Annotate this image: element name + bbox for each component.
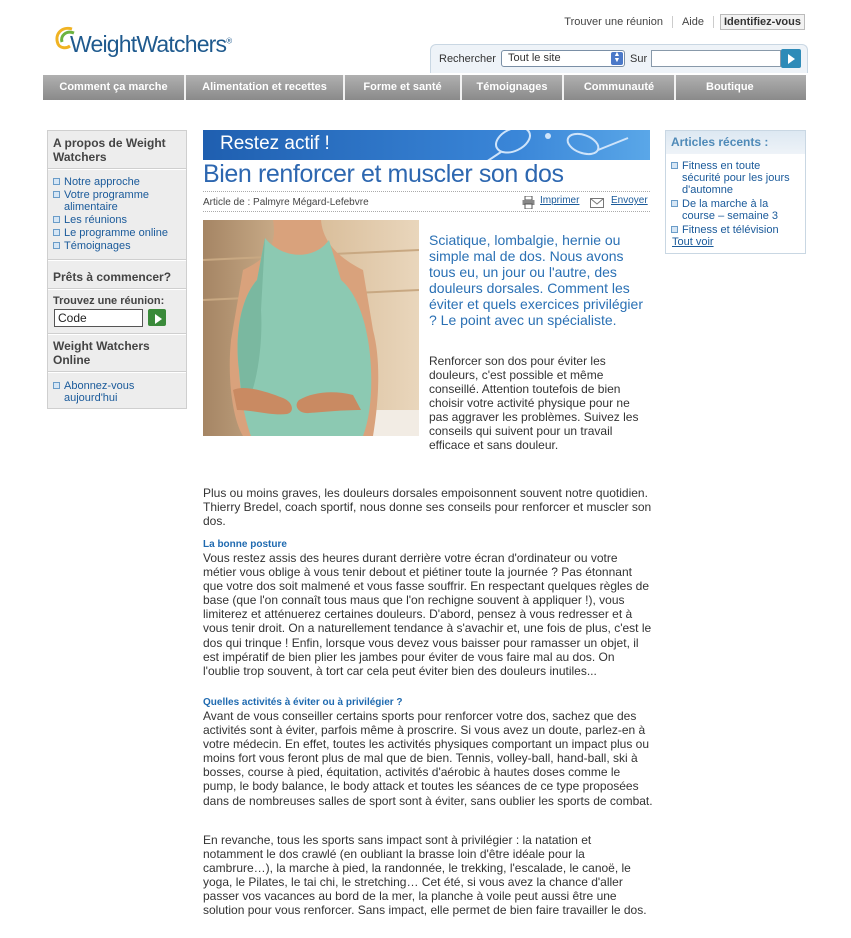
sidebar-item-abonnez-vous[interactable]: Abonnez-vous aujourd'hui <box>52 380 182 404</box>
login-button[interactable]: Identifiez-vous <box>720 14 805 30</box>
divider <box>48 168 186 170</box>
section-banner <box>203 130 650 160</box>
article-byline: Article de : Palmyre Mégard-Lefebvre <box>203 197 369 208</box>
divider <box>48 288 186 290</box>
nav-comment-ca-marche[interactable]: Comment ça marche <box>43 75 186 100</box>
recent-articles-list <box>671 160 801 238</box>
recent-article-link[interactable]: Fitness en toute sécurité pour les jours d'automne <box>671 160 801 196</box>
search-scope-select[interactable] <box>501 50 625 67</box>
recent-article-link[interactable]: De la marche à la course – semaine 3 <box>671 198 801 222</box>
utility-links <box>555 14 805 30</box>
divider <box>203 211 650 212</box>
subheading-posture: La bonne posture <box>203 539 287 550</box>
print-link[interactable]: Imprimer <box>540 195 580 206</box>
article-photo <box>203 220 419 436</box>
envelope-icon[interactable] <box>590 198 604 208</box>
article-title: Bien renforcer et muscler son dos <box>203 160 564 188</box>
racket-illustration-icon <box>453 130 650 160</box>
divider <box>713 16 714 28</box>
sidebar-item-online[interactable]: Le programme online <box>52 227 182 239</box>
select-arrows-icon: ▲ ▼ <box>611 52 623 65</box>
sidebar-item-reunions[interactable]: Les réunions <box>52 214 182 226</box>
divider <box>48 259 186 261</box>
logo-trademark: ® <box>226 36 232 46</box>
search-scope-value: Tout le site <box>508 52 561 64</box>
recent-article-link[interactable]: Fitness et télévision <box>671 224 801 236</box>
print-icon[interactable] <box>522 196 535 209</box>
nav-forme-sante[interactable]: Forme et santé <box>345 75 462 100</box>
article-paragraph: En revanche, tous les sports sans impact sont à privilégier : la natation et notamment le dos crawlé (en oubliant la brasse loin d'être idéale pour la cambrure…), la marche à pied, la randonnée, le trekking, l'escalade, le canoë, le yoga, le Pilates, le tai chi, le stretching… Cet été, si vous avez la chance d'aller passer vos vacances au bord de la mer, la planche à voile peut aussi être une solution pour vous renforcer. Sans impact, elle permet de bien faire travailler le dos. <box>203 833 647 918</box>
woman-back-pain-image <box>203 220 419 436</box>
article-lede: Renforcer son dos pour éviter les douleurs, c'est possible et même conseillé. Attention toutefois de bien choisir votre activité physique pour ne pas aggraver les problèmes. Suivez les conseils qui suivent pour un travail efficace et sans douleur. <box>429 354 639 452</box>
see-all-link[interactable]: Tout voir <box>672 236 714 248</box>
article-paragraph: Avant de vous conseiller certains sports pour renforcer votre dos, sachez que des activités sont à éviter, parfois même à proscrire. Si vous avez un doute, parlez-en à votre médecin. En effet, toutes les activités physiques comportant un impact plus ou moins fort vous feront plus de mal que de bien. Tennis, volley-ball, hand-ball, ski à bosses, course à pied, équitation, activités d'aérobic à hautes doses comme le pump, le body balance, le body attack et toutes les séances de ce type proposées dans de nombreuses salles de sport sont à éviter, sans oublier les sports de combat. <box>203 709 653 808</box>
sidebar-item-programme[interactable]: Votre programme alimentaire <box>52 189 182 213</box>
search-on-label: Sur <box>630 53 648 65</box>
ready-title: Prêts à commencer? <box>53 270 172 284</box>
divider <box>203 191 650 192</box>
nav-communaute[interactable]: Communauté <box>564 75 676 100</box>
recent-articles-title: Articles récents : <box>666 131 805 154</box>
nav-alimentation[interactable]: Alimentation et recettes <box>186 75 345 100</box>
divider <box>48 371 186 373</box>
weightwatchers-logo[interactable] <box>54 22 244 62</box>
find-meeting-link[interactable]: Trouver une réunion <box>564 16 663 28</box>
about-list <box>52 176 182 253</box>
nav-boutique[interactable]: Boutique <box>706 81 754 93</box>
help-link[interactable]: Aide <box>681 16 704 28</box>
search-go-button[interactable] <box>781 49 801 68</box>
article-paragraph: Vous restez assis des heures durant derrière votre écran d'ordinateur ou votre métier vous oblige à vous tenir debout et piétiner toute la journée ? Pas étonnant que votre dos soit malmené et vous fasse souffrir. En respectant quelques règles de base (que l'on connaît tous maus que l'on rechigne souvent à appliquer !), vous limiterez et atténuerez certaines douleurs. D'abord, pensez à vous redresser et à vous tenir droit. On a naturellement tendance à s'avachir et, une fois de plus, c'est le dos qui trinque ! Enfin, lorsque vous devez vous baisser pour ramasser un objet, il est impératif de bien plier les jambes pour éviter de vous faire mal au dos. On l'oublie trop souvent, à tort car cela peut éviter bien des douleurs inutiles... <box>203 551 652 678</box>
sidebar-item-temoignages[interactable]: Témoignages <box>52 240 182 252</box>
meeting-code-input[interactable]: Code <box>54 309 143 327</box>
meeting-go-button[interactable] <box>148 309 166 326</box>
divider <box>48 333 186 335</box>
online-title: Weight Watchers Online <box>53 339 150 367</box>
main-nav <box>43 75 806 100</box>
recent-articles-box <box>665 130 806 254</box>
nav-temoignages[interactable]: Témoignages <box>462 75 564 100</box>
online-list <box>52 380 182 405</box>
logo-text: WeightWatchers <box>70 31 227 57</box>
sidebar-item-approche[interactable]: Notre approche <box>52 176 182 188</box>
article-intro: Sciatique, lombalgie, hernie ou simple mal de dos. Nous avons tous eu, un jour ou l'autre, des douleurs dorsales. Comment les éviter et quels exercices privilégier ? Le point avec un spécialiste. <box>429 232 643 328</box>
search-bar <box>430 44 808 73</box>
send-link[interactable]: Envoyer <box>611 195 648 206</box>
find-meeting-label: Trouvez une réunion: <box>53 295 165 307</box>
banner-text: Restez actif ! <box>220 133 330 154</box>
left-sidebar <box>47 130 187 409</box>
article-paragraph: Plus ou moins graves, les douleurs dorsales empoisonnent souvent notre quotidien. Thierry Bredel, coach sportif, nous donne ses conseils pour renforcer et muscler son dos. <box>203 486 652 529</box>
subheading-activites: Quelles activités à éviter ou à privilégier ? <box>203 697 403 708</box>
search-input[interactable] <box>651 50 781 67</box>
search-label: Rechercher <box>439 53 496 65</box>
about-title: A propos de Weight Watchers <box>53 136 166 164</box>
